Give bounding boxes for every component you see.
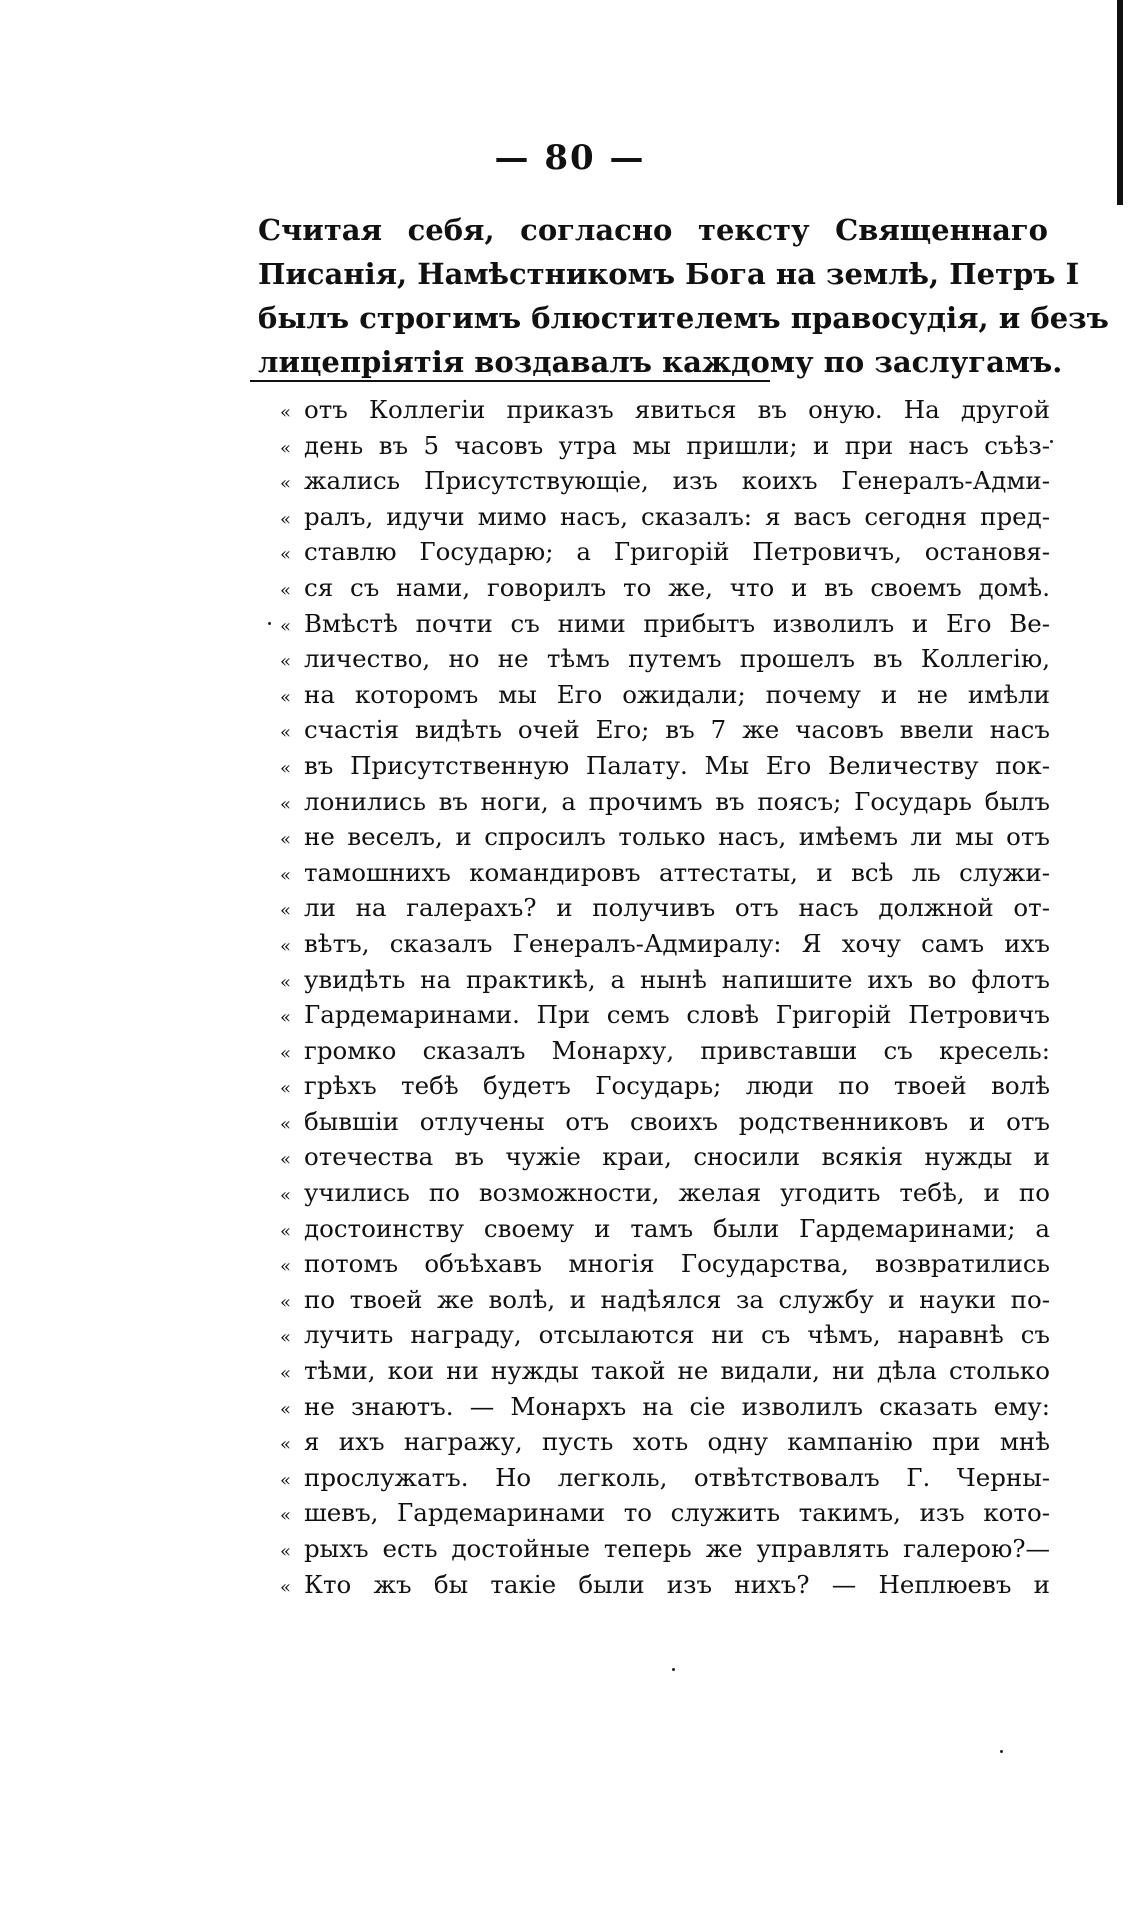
quote-mark: « xyxy=(280,544,292,566)
quote-line xyxy=(280,1246,1050,1282)
quote-line-text: тамошнихъ командировъ аттестаты, и всѣ ль служи- xyxy=(304,857,1050,887)
lead-line: лицепріятія воздавалъ каждому по заслугамъ. xyxy=(258,345,1063,379)
quote-line-text: отечества въ чужіе краи, сносили всякія нужды и xyxy=(304,1142,1050,1172)
paper-speck xyxy=(1000,1750,1003,1753)
quote-line-text: ставлю Государю; а Григорій Петровичъ, остановя- xyxy=(304,537,1050,567)
quote-line-text: бывшіи отлучены отъ своихъ родственниковъ и отъ xyxy=(304,1106,1050,1136)
quote-line xyxy=(280,1389,1050,1425)
quote-line-text: потомъ объѣхавъ многія Государства, возвратились xyxy=(304,1249,1050,1279)
quote-line-text: личество, но не тѣмъ путемъ прошелъ въ Коллегію, xyxy=(304,644,1050,674)
quote-mark: « xyxy=(280,579,292,601)
quote-line xyxy=(280,606,1050,642)
quote-mark: « xyxy=(280,757,292,779)
quote-mark: « xyxy=(280,1541,292,1562)
quote-mark: « xyxy=(280,1149,292,1171)
quote-mark: « xyxy=(280,1398,292,1420)
quote-line xyxy=(280,570,1050,606)
quote-line-text: день въ 5 часовъ утра мы пришли; и при насъ съѣз- xyxy=(304,430,1050,460)
quote-line-text: тѣми, кои ни нужды такой не видали, ни дѣла столько xyxy=(304,1356,1050,1386)
quote-line-text: отъ Коллегіи приказъ явиться въ оную. На другой xyxy=(304,395,1050,424)
quote-mark: « xyxy=(280,1042,292,1064)
quote-line-text: учились по возможности, желая угодить тебѣ, и по xyxy=(304,1178,1050,1208)
quote-mark: « xyxy=(280,473,292,495)
quote-line xyxy=(280,962,1050,998)
quote-line xyxy=(280,534,1050,570)
quote-mark: « xyxy=(280,1505,292,1527)
quote-line-text: Вмѣстѣ почти съ ними прибытъ изволилъ и Его Ве- xyxy=(304,608,1050,638)
paper-speck xyxy=(672,1668,675,1671)
quote-mark: « xyxy=(280,793,292,815)
quote-mark: « xyxy=(280,1078,292,1100)
quote-mark: « xyxy=(280,1185,292,1207)
quote-line xyxy=(280,392,1050,428)
quote-line xyxy=(280,1175,1050,1211)
lead-line: Писанія, Намѣстникомъ Бога на землѣ, Петръ I xyxy=(258,257,1080,291)
quote-line-text: прослужатъ. Но легколь, отвѣтствовалъ Г. Черны- xyxy=(304,1462,1050,1492)
quote-line-text: грѣхъ тебѣ будетъ Государь; люди по твоей волѣ xyxy=(304,1071,1050,1101)
quote-line xyxy=(280,997,1050,1033)
quote-line-text: увидѣть на практикѣ, а нынѣ напишите ихъ во флотъ xyxy=(304,964,1050,994)
quote-line xyxy=(280,677,1050,713)
quote-mark: « xyxy=(280,1469,292,1491)
quote-line-text: не знаютъ. — Монархъ на сіе изволилъ сказать ему: xyxy=(304,1391,1050,1421)
quote-line-text: вѣтъ, сказалъ Генералъ-Адмиралу: Я хочу самъ ихъ xyxy=(304,928,1050,958)
quote-line xyxy=(280,1424,1050,1460)
quote-line xyxy=(280,1531,1050,1567)
quote-line-text: счастія видѣть очей Его; въ 7 же часовъ ввели насъ xyxy=(304,715,1050,745)
quote-line xyxy=(280,819,1050,855)
quote-line xyxy=(280,784,1050,820)
quote-line-text: ралъ, идучи мимо насъ, сказалъ: я васъ сегодня пред- xyxy=(304,501,1050,531)
quote-mark: « xyxy=(280,971,292,993)
page-number: — 80 — xyxy=(494,138,646,178)
lead-line: Считая себя, согласно тексту Священнаго xyxy=(258,213,1048,247)
quote-mark: « xyxy=(280,722,292,744)
quote-mark: « xyxy=(280,1291,292,1313)
quote-mark: « xyxy=(280,1576,292,1598)
quote-line xyxy=(280,748,1050,784)
quote-mark: « xyxy=(280,1434,292,1456)
quote-line xyxy=(280,499,1050,535)
quote-line xyxy=(280,1104,1050,1140)
quote-line xyxy=(280,1211,1050,1247)
quote-line-text: громко сказалъ Монарху, привставши съ кресель: xyxy=(304,1035,1050,1065)
quote-line-text: жались Присутствующіе, изъ коихъ Генералъ-Адми- xyxy=(304,466,1050,496)
paper-speck xyxy=(1050,440,1053,443)
quote-mark: « xyxy=(280,935,292,957)
paper-speck xyxy=(268,622,271,625)
quote-mark: « xyxy=(280,651,292,673)
quote-line xyxy=(280,1460,1050,1496)
quote-line xyxy=(280,463,1050,499)
quote-line xyxy=(280,890,1050,926)
quote-line xyxy=(280,712,1050,748)
quote-mark: « xyxy=(280,864,292,886)
quote-line xyxy=(280,428,1050,464)
quote-line-text: ли на галерахъ? и получивъ отъ насъ должной от- xyxy=(304,893,1050,923)
quote-line-text: шевъ, Гардемаринами то служить такимъ, изъ кото- xyxy=(304,1498,1050,1528)
footnote-quote xyxy=(280,392,1050,1602)
quote-mark: « xyxy=(280,1113,292,1135)
quote-line-text: лучить награду, отсылаются ни съ чѣмъ, наравнѣ съ xyxy=(304,1320,1050,1350)
lead-line: былъ строгимъ блюстителемъ правосудія, и безъ xyxy=(258,301,1109,335)
footnote-rule xyxy=(250,380,770,382)
quote-mark: « xyxy=(280,615,292,637)
quote-mark: « xyxy=(280,508,292,530)
quote-mark: « xyxy=(280,1007,292,1029)
quote-line-text: не веселъ, и спросилъ только насъ, имѣемъ ли мы отъ xyxy=(304,822,1050,852)
quote-mark: « xyxy=(280,900,292,922)
quote-line xyxy=(280,926,1050,962)
quote-mark: « xyxy=(280,1220,292,1242)
quote-line xyxy=(280,855,1050,891)
quote-mark: « xyxy=(280,1363,292,1385)
quote-mark: « xyxy=(280,686,292,708)
quote-line xyxy=(280,1353,1050,1389)
quote-line xyxy=(280,1282,1050,1318)
quote-mark: « xyxy=(280,1256,292,1278)
quote-mark: « xyxy=(280,437,292,459)
quote-line xyxy=(280,1317,1050,1353)
quote-line-text: въ Присутственную Палату. Мы Его Величеству пок- xyxy=(304,750,1050,780)
quote-line xyxy=(280,641,1050,677)
quote-line xyxy=(280,1139,1050,1175)
quote-line-text: ся съ нами, говорилъ то же, что и въ своемъ домѣ. xyxy=(304,572,1050,602)
quote-line-text: я ихъ награжу, пусть хоть одну кампанію при мнѣ xyxy=(304,1427,1050,1457)
quote-line-text: достоинству своему и тамъ были Гардемаринами; а xyxy=(304,1213,1050,1243)
quote-mark: « xyxy=(280,829,292,851)
quote-line xyxy=(280,1033,1050,1069)
quote-line-text: Кто жъ бы такіе были изъ нихъ? — Неплюевъ и xyxy=(304,1569,1050,1599)
quote-line xyxy=(280,1495,1050,1531)
quote-line-text: по твоей же волѣ, и надѣялся за службу и науки по- xyxy=(304,1284,1050,1314)
quote-line-text: на которомъ мы Его ожидали; почему и не имѣли xyxy=(304,679,1050,709)
lead-paragraph xyxy=(258,208,1109,384)
quote-line-text: Гардемаринами. При семъ словѣ Григорій Петровичъ xyxy=(304,1000,1050,1030)
quote-line-text: лонились въ ноги, а прочимъ въ поясъ; Государь былъ xyxy=(304,786,1050,816)
quote-line-text: рыхъ есть достойные теперь же управлять галерою?— xyxy=(304,1534,1050,1563)
quote-line xyxy=(280,1567,1050,1603)
quote-mark: « xyxy=(280,1327,292,1349)
quote-mark: « xyxy=(280,402,292,423)
quote-line xyxy=(280,1068,1050,1104)
